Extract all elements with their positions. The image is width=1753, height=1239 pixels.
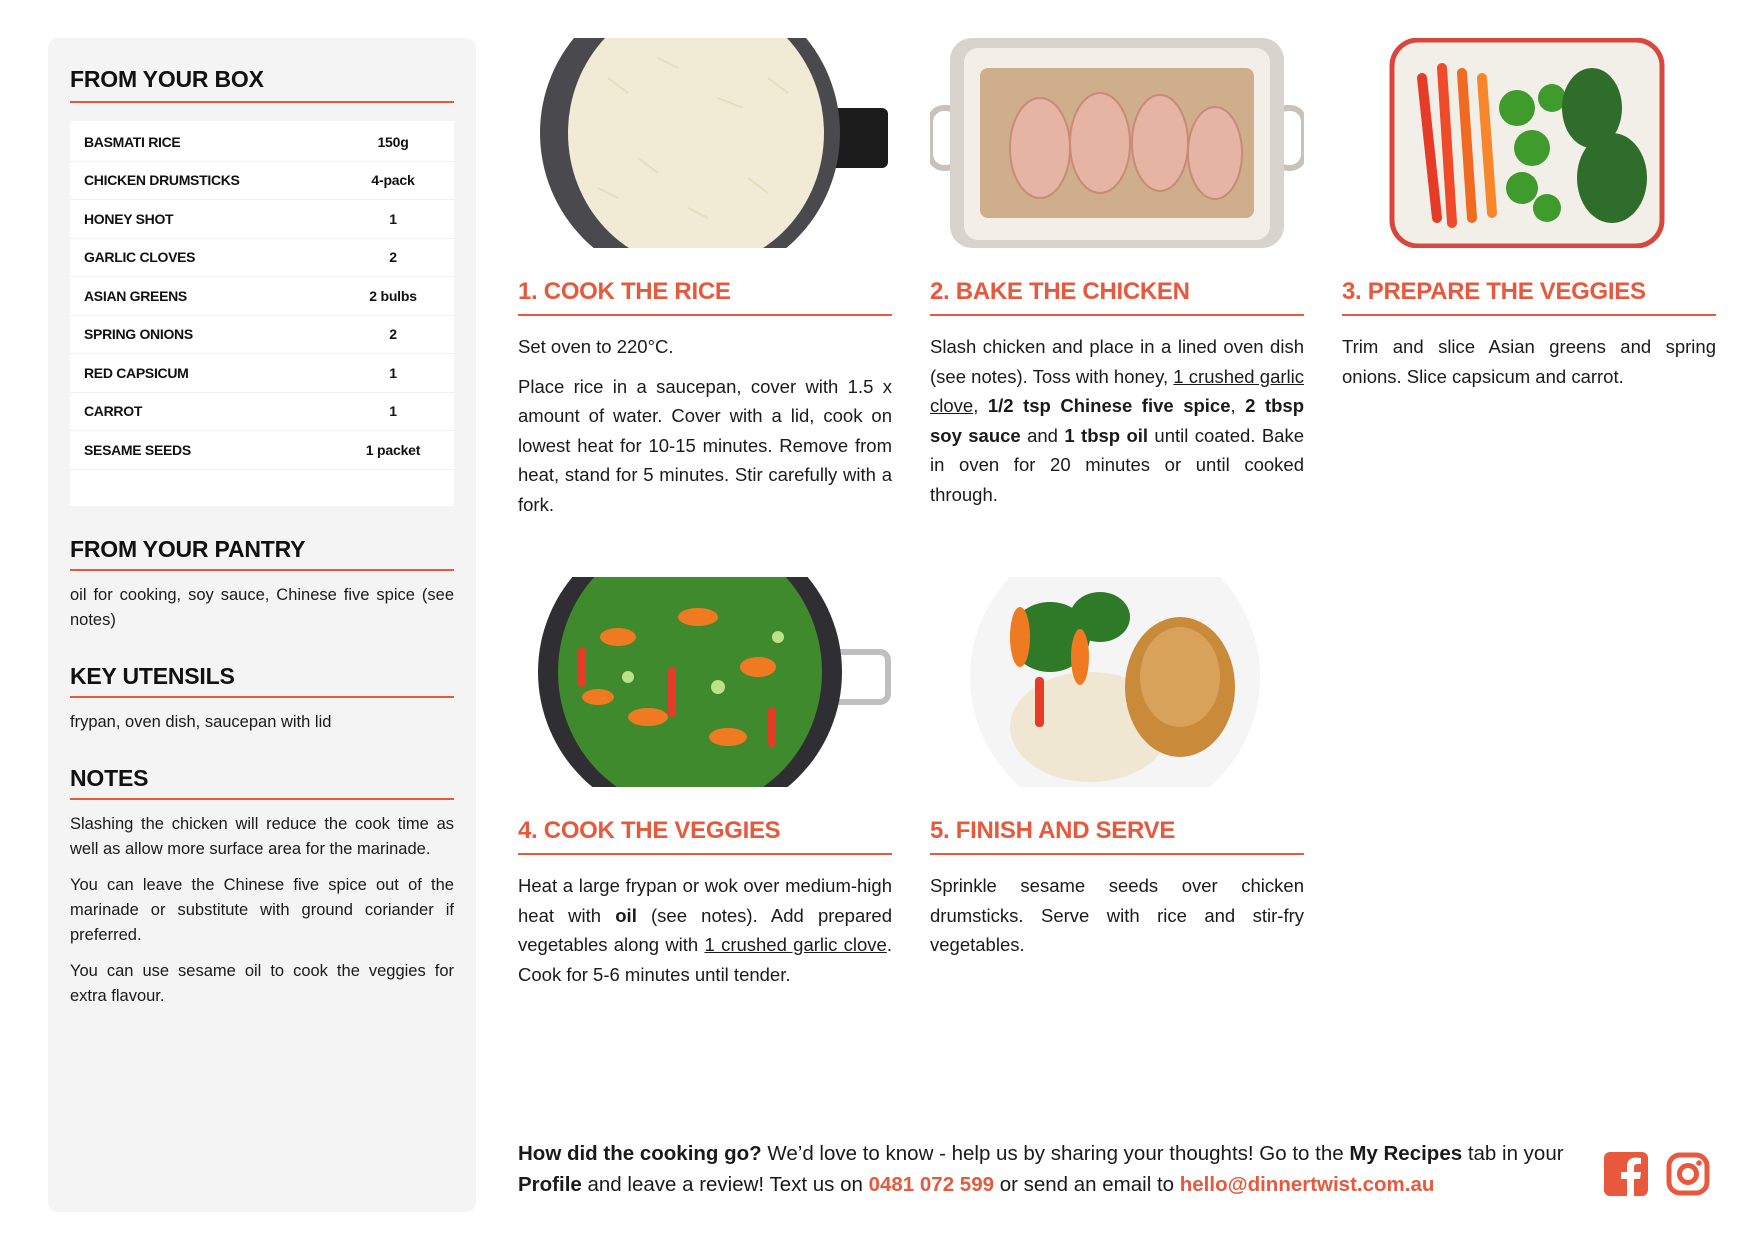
step-2-text-part: Slash chicken and place in a lined oven dish (see notes). Toss with honey,	[930, 336, 1304, 387]
ingredient-name: HONEY SHOT	[84, 210, 174, 227]
step-1-text: Set oven to 220°C.	[518, 336, 674, 357]
step-2-title: 2. BAKE THE CHICKEN	[930, 278, 1304, 316]
step-3	[1342, 38, 1716, 401]
utensils-text: frypan, oven dish, saucepan with lid	[70, 712, 332, 731]
email-link[interactable]: hello@dinnertwist.com.au	[1179, 1173, 1435, 1196]
ingredient-qty: 150g	[377, 133, 409, 150]
table-row	[70, 277, 454, 316]
step-4-oil: oil	[615, 904, 637, 926]
ingredient-name: ASIAN GREENS	[84, 287, 187, 304]
stirfry-pan-image	[518, 577, 892, 787]
veggies-tray-image	[1342, 38, 1716, 248]
step-2-body	[930, 332, 1304, 509]
step-3-body	[1342, 332, 1716, 391]
step-2-text-part: and	[1020, 424, 1065, 446]
social-links	[1604, 1152, 1710, 1196]
step-5	[930, 577, 1304, 970]
utensils-section	[70, 663, 454, 735]
step-4-body	[518, 871, 892, 989]
footer-text: and leave a review! Text us on	[581, 1173, 869, 1196]
ingredient-qty: 1	[389, 364, 397, 381]
step-1-title: 1. COOK THE RICE	[518, 278, 892, 316]
ingredient-qty: 1 packet	[365, 441, 421, 458]
step-4-text-part: . Cook for 5-6 minutes until tender.	[518, 934, 892, 985]
step-1	[518, 38, 892, 529]
utensils-title: KEY UTENSILS	[70, 663, 454, 698]
footer-question: How did the cooking go?	[518, 1142, 762, 1165]
step-4-text-part: Heat a large frypan or wok over medium-high heat with	[518, 875, 892, 926]
ingredient-name: SPRING ONIONS	[84, 326, 193, 343]
step-3-title: 3. PREPARE THE VEGGIES	[1342, 278, 1716, 316]
footer-text: or send an email to	[994, 1173, 1180, 1196]
note-item: You can leave the Chinese five spice out of the marinade or substitute with ground coriander if preferred.	[70, 875, 454, 944]
ingredient-qty: 2	[389, 326, 397, 343]
ingredient-name: RED CAPSICUM	[84, 364, 189, 381]
step-4	[518, 577, 892, 999]
ingredient-qty: 4-pack	[371, 172, 415, 189]
ingredients-sidebar	[48, 38, 476, 1212]
pantry-section	[70, 536, 454, 633]
step-2-text-part: ,	[973, 395, 988, 416]
step-2-five-spice: 1/2 tsp Chinese five spice	[987, 395, 1231, 416]
footer-profile: Profile	[518, 1173, 582, 1196]
ingredient-name: SESAME SEEDS	[84, 441, 191, 458]
footer-text: We’d love to know - help us by sharing your thoughts! Go to the	[761, 1142, 1350, 1165]
notes-title: NOTES	[70, 765, 454, 800]
pantry-title: FROM YOUR PANTRY	[70, 536, 454, 571]
from-your-box-title: FROM YOUR BOX	[70, 66, 454, 103]
step-2	[930, 38, 1304, 519]
step-4-garlic: 1 crushed garlic clove	[704, 934, 887, 955]
step-1-body	[518, 332, 892, 519]
table-row	[70, 316, 454, 355]
plated-dish-image	[930, 577, 1304, 787]
instagram-icon[interactable]	[1666, 1152, 1710, 1196]
table-row	[70, 239, 454, 278]
ingredient-qty: 1	[389, 210, 397, 227]
step-5-body	[930, 871, 1304, 960]
ingredient-name: CARROT	[84, 403, 143, 420]
phone-link[interactable]: 0481 072 599	[868, 1173, 994, 1196]
table-row	[70, 393, 454, 432]
table-row	[70, 431, 454, 470]
step-2-text-part: ,	[1230, 395, 1246, 416]
ingredient-qty: 2	[389, 249, 397, 266]
table-row	[70, 123, 454, 162]
ingredient-qty: 2 bulbs	[369, 287, 417, 304]
pantry-text: oil for cooking, soy sauce, Chinese five spice (see notes)	[70, 585, 454, 629]
table-row	[70, 354, 454, 393]
rice-pot-image	[518, 38, 892, 248]
step-2-text	[930, 332, 1304, 509]
notes-section	[70, 765, 454, 1009]
step-5-title: 5. FINISH AND SERVE	[930, 817, 1304, 855]
step-5-text: Sprinkle sesame seeds over chicken drumsticks. Serve with rice and stir-fry vegetables.	[930, 875, 1304, 955]
chicken-dish-image	[930, 38, 1304, 248]
step-2-oil: 1 tbsp oil	[1064, 424, 1149, 446]
ingredient-name: GARLIC CLOVES	[84, 249, 196, 266]
footer-my-recipes: My Recipes	[1349, 1142, 1463, 1165]
ingredient-qty: 1	[389, 403, 397, 420]
notes-text	[70, 812, 454, 1009]
step-3-text: Trim and slice Asian greens and spring onions. Slice capsicum and carrot.	[1342, 336, 1716, 387]
table-row	[70, 200, 454, 239]
note-item: You can use sesame oil to cook the veggies for extra flavour.	[70, 961, 454, 1005]
ingredient-name: CHICKEN DRUMSTICKS	[84, 172, 240, 189]
box-ingredients-table	[70, 121, 454, 506]
table-row	[70, 162, 454, 201]
step-1-text: Place rice in a saucepan, cover with 1.5 x amount of water. Cover with a lid, cook on lowest heat for 10-15 minutes. Remove from heat, stand for 5 minutes. Stir carefully with a fork.	[518, 375, 892, 515]
step-4-text	[518, 871, 892, 989]
step-4-text-part: (see notes). Add prepared vegetables along with	[518, 904, 893, 955]
ingredient-name: BASMATI RICE	[84, 133, 181, 150]
step-2-soy: 2 tbsp soy sauce	[930, 395, 1305, 446]
step-4-title: 4. COOK THE VEGGIES	[518, 817, 892, 855]
feedback-footer	[518, 1138, 1578, 1200]
facebook-icon[interactable]	[1604, 1152, 1648, 1196]
footer-text: tab in your	[1462, 1142, 1564, 1165]
note-item: Slashing the chicken will reduce the cook time as well as allow more surface area for the marinade.	[70, 814, 454, 858]
step-2-garlic: 1 crushed garlic clove	[930, 365, 1304, 416]
step-2-text-part: until coated. Bake in oven for 20 minutes or until cooked through.	[930, 424, 1304, 505]
